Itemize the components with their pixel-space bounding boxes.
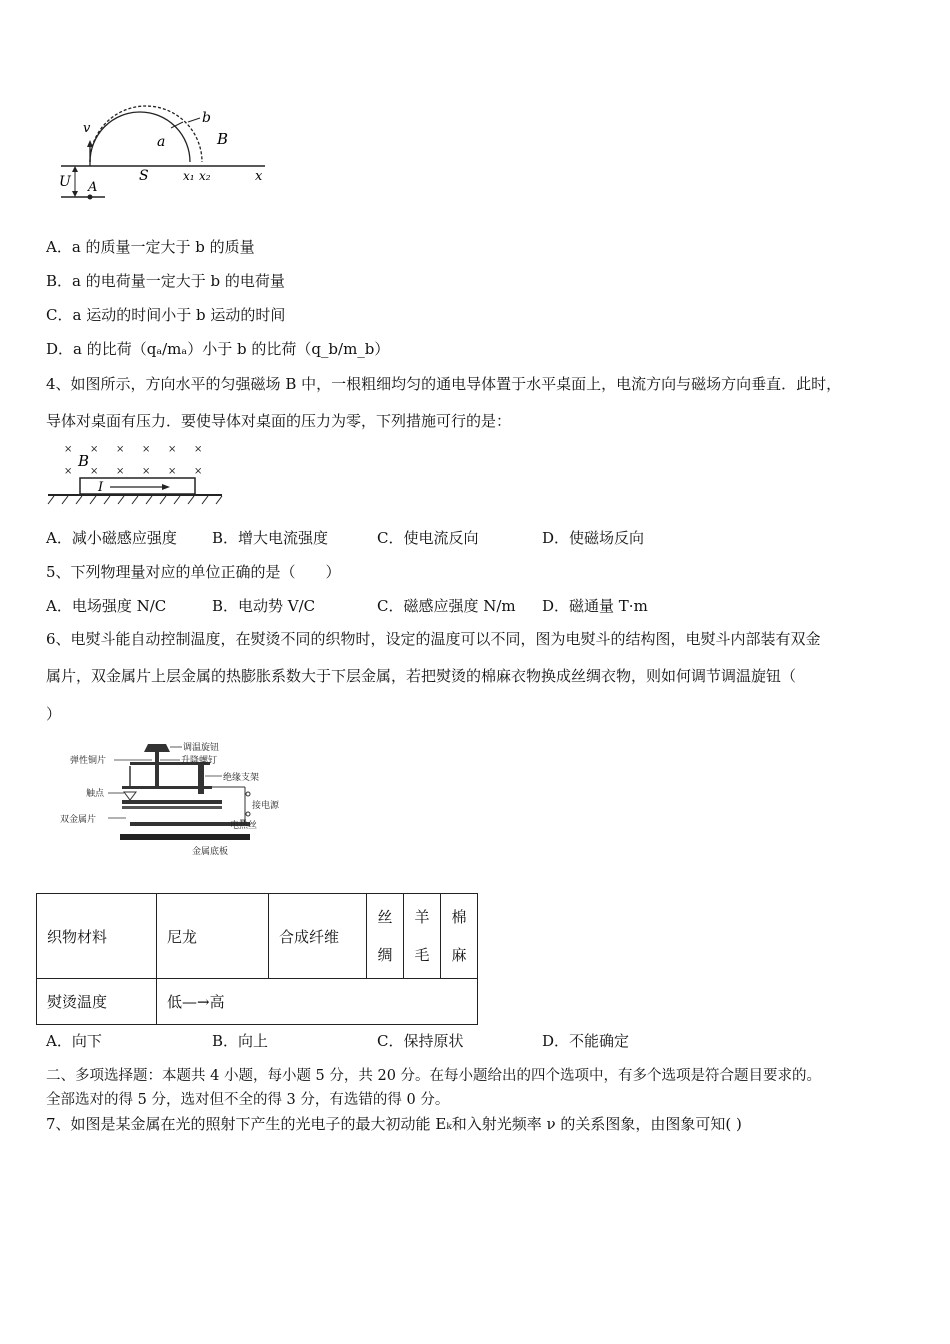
fig1-x1: x₁: [183, 169, 195, 183]
fig1-v: v: [83, 121, 91, 136]
fig1-x: x: [255, 169, 263, 184]
q3-option-c: C．a 运动的时间小于 b 运动的时间: [46, 306, 286, 324]
svg-text:×: ×: [116, 444, 125, 455]
label-base: 金属底板: [192, 847, 229, 857]
q5-option-b: B．电动势 V/C: [212, 597, 316, 615]
q4-option-a: A．减小磁感应强度: [46, 529, 177, 547]
q4-stem-line2: 导体对桌面有压力．要使导体对桌面的压力为零，下列措施可行的是：: [46, 412, 512, 430]
q3-option-b: B．a 的电荷量一定大于 b 的电荷量: [46, 272, 285, 290]
fig2-I: I: [98, 480, 104, 495]
table-cell-cotton: [441, 894, 478, 979]
svg-text:×: ×: [90, 466, 99, 477]
q6-stem-line2: 属片，双金属片上层金属的热膨胀系数大于下层金属，若把熨烫的棉麻衣物换成丝绸衣物，则如何调节调温旋钮（: [46, 667, 797, 685]
electric-iron-figure: [60, 738, 300, 860]
fig1-A: A: [88, 180, 98, 195]
q3-option-d: D．a 的比荷（qₐ/mₐ）小于 b 的比荷（q_b/m_b）: [46, 340, 390, 358]
label-bimetal: 双金属片: [60, 815, 97, 825]
fig1-a: a: [157, 134, 166, 150]
fig1-x2: x₂: [199, 169, 211, 183]
conductor-figure: [46, 440, 226, 510]
fabric-temperature-table: [36, 893, 478, 1025]
table-header-temperature: 熨烫温度: [37, 979, 157, 1025]
q6-option-b: B．向上: [212, 1032, 269, 1050]
q4-option-b: B．增大电流强度: [212, 529, 329, 547]
cotton-text: 棉 麻: [451, 908, 467, 964]
label-copper: 弹性铜片: [70, 756, 107, 766]
q5-option-d: D．磁通量 T·m: [542, 597, 648, 615]
label-knob: 调温旋钮: [183, 743, 220, 753]
label-screw: 升降螺钉: [181, 756, 218, 766]
q5-option-c: C．磁感应强度 N/m: [377, 597, 516, 615]
label-wire: 电热丝: [230, 821, 258, 831]
q4-option-c: C．使电流反向: [377, 529, 479, 547]
q6-option-c: C．保持原状: [377, 1032, 464, 1050]
table-cell-wool: [404, 894, 441, 979]
q5-stem: 5、下列物理量对应的单位正确的是（ ）: [46, 563, 341, 581]
label-power: 接电源: [252, 801, 280, 811]
silk-text: 丝 绸: [377, 908, 393, 964]
fig1-S: S: [139, 168, 149, 184]
fig2-B: B: [78, 452, 90, 470]
q6-option-d: D．不能确定: [542, 1032, 630, 1050]
svg-text:×: ×: [194, 466, 203, 477]
q6-stem-line3: ）: [46, 705, 62, 723]
table-cell-silk: [367, 894, 404, 979]
section2-line1: 二、多项选择题：本题共 4 小题，每小题 5 分，共 20 分。在每小题给出的四个选项中，有多个选项是符合题目要求的。: [46, 1068, 822, 1084]
section2-line2: 全部选对的得 5 分，选对但不全的得 3 分，有选错的得 0 分。: [46, 1092, 450, 1108]
q4-option-d: D．使磁场反向: [542, 529, 645, 547]
fig1-b: b: [202, 110, 211, 126]
q6-stem-line1: 6、电熨斗能自动控制温度，在熨烫不同的织物时，设定的温度可以不同，图为电熨斗的结构图，电熨斗内部装有双金: [46, 630, 821, 648]
svg-text:×: ×: [116, 466, 125, 477]
svg-text:×: ×: [142, 466, 151, 477]
svg-text:×: ×: [90, 444, 99, 455]
svg-text:×: ×: [142, 444, 151, 455]
wool-text: 羊 毛: [414, 908, 430, 964]
svg-text:×: ×: [194, 444, 203, 455]
q3-option-a: A．a 的质量一定大于 b 的质量: [46, 238, 255, 256]
table-cell-synthetic: 合成纤维: [269, 894, 367, 979]
label-bracket: 绝缘支架: [223, 773, 260, 783]
label-contact: 触点: [86, 789, 105, 799]
svg-text:×: ×: [168, 466, 177, 477]
svg-text:×: ×: [64, 466, 73, 477]
svg-text:×: ×: [168, 444, 177, 455]
table-cell-range: 低—→高: [157, 979, 478, 1025]
q7-stem: 7、如图是某金属在光的照射下产生的光电子的最大初动能 Eₖ和入射光频率 ν 的关系图象，由图象可知( ): [46, 1115, 742, 1133]
table-header-material: 织物材料: [37, 894, 157, 979]
mass-spectrometer-figure: [55, 100, 285, 210]
fig1-U: U: [59, 174, 71, 190]
q4-stem-line1: 4、如图所示，方向水平的匀强磁场 B 中，一根粗细均匀的通电导体置于水平桌面上，电流方向与磁场方向垂直．此时，: [46, 375, 842, 393]
q5-option-a: A．电场强度 N/C: [46, 597, 167, 615]
svg-text:×: ×: [64, 444, 73, 455]
q6-option-a: A．向下: [46, 1032, 102, 1050]
table-cell-nylon: 尼龙: [157, 894, 269, 979]
fig1-B: B: [217, 130, 229, 148]
